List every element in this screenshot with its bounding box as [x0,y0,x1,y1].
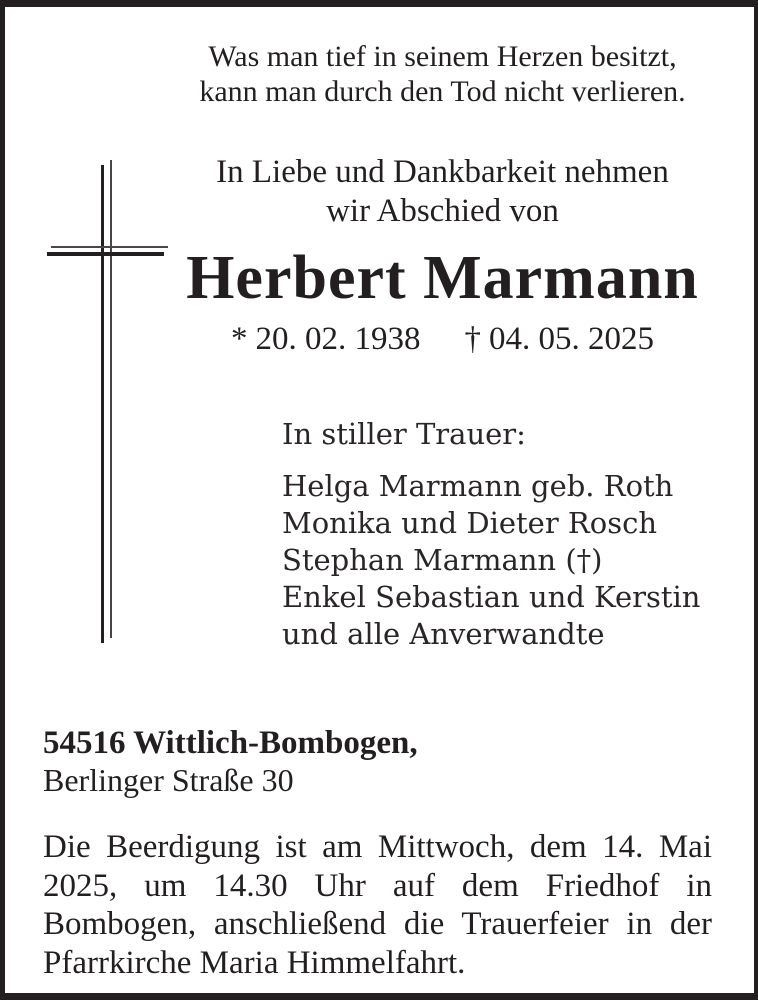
farewell-intro [155,153,730,231]
obituary-header [155,39,730,359]
farewell-intro-line-2: wir Abschied von [326,193,559,229]
mourner-item: Enkel Sebastian und Kerstin [282,580,701,614]
mourning-heading: In stiller Trauer: [282,417,526,451]
epigraph-line-1: Was man tief in seinem Herzen besitzt, [208,40,677,73]
life-dates [155,319,730,359]
mourner-item: Monika und Dieter Rosch [282,506,658,540]
birth-date: 20. 02. 1938 [255,321,421,357]
birth-star-symbol: * [231,321,248,357]
funeral-notice: Die Beerdigung ist am Mittwoch, dem 14. Mai 2025, um 14.30 Uhr auf dem Friedhof in Bombogen, anschließend die Trauerfeier in der Pfarrkirche Maria Himmelfahrt. [43,829,712,981]
address-block [43,725,714,799]
mourner-item: Stephan Marmann (†) [282,543,603,577]
mourning-section [282,415,734,653]
mourner-item: und alle Anverwandte [282,617,605,651]
death-date: 04. 05. 2025 [489,321,654,357]
death-dagger-symbol: † [464,321,481,357]
mourners-list [282,468,734,653]
deceased-name: Herbert Marmann [186,244,699,312]
address-city: 54516 Wittlich-Bombogen, [43,725,418,761]
cross-horizontal-bar [47,252,164,256]
mourner-item: Helga Marmann geb. Roth [282,469,674,503]
address-street: Berlinger Straße 30 [43,762,294,798]
farewell-intro-line-1: In Liebe und Dankbarkeit nehmen [216,154,669,190]
epigraph [155,39,730,109]
cross-vertical-shadow-bar [110,160,112,638]
death-date-group [465,321,655,357]
cross-vertical-bar [101,165,104,643]
epigraph-line-2: kann man durch den Tod nicht verlieren. [199,75,686,108]
cross-horizontal-shadow-bar [51,246,168,248]
cross-icon [43,157,173,657]
birth-date-group [231,321,421,357]
